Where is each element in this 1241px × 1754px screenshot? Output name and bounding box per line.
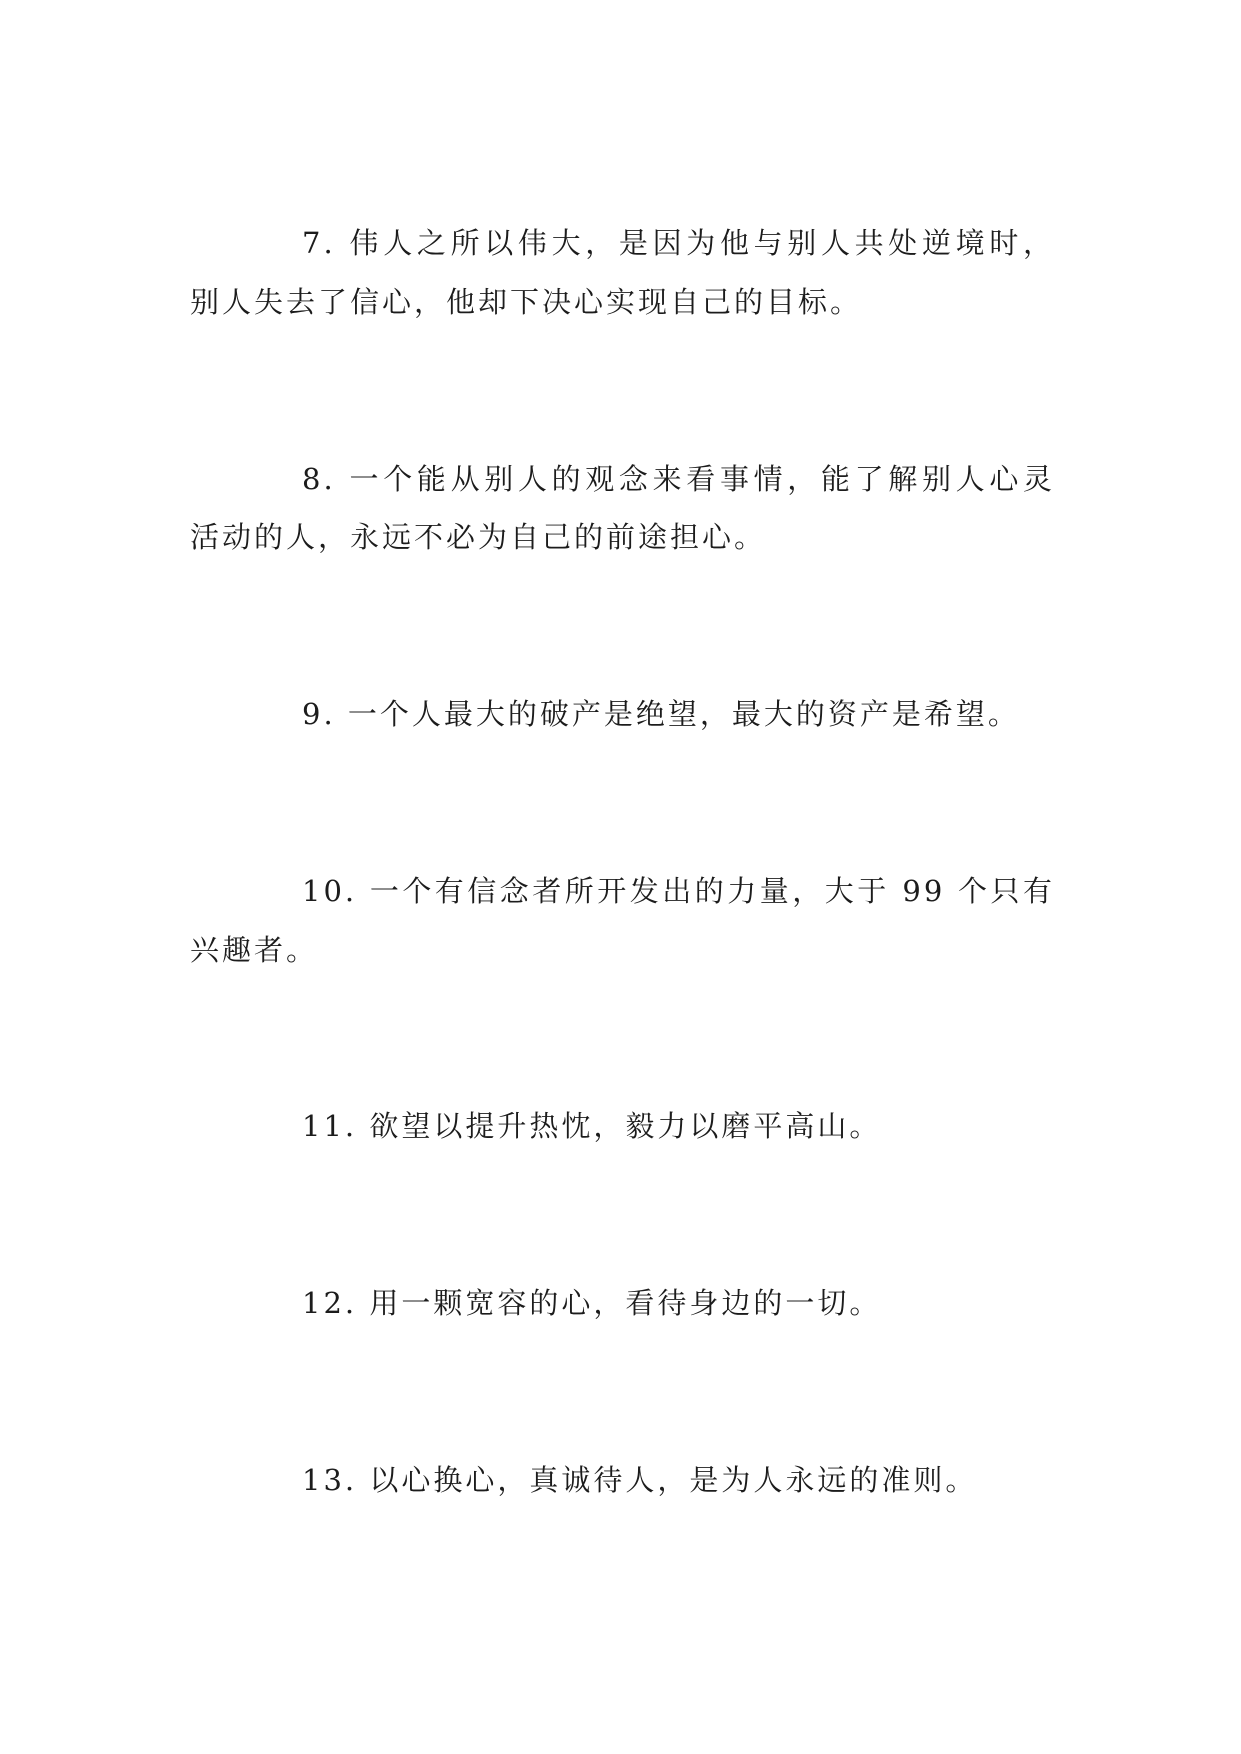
paragraph-line: 8. 一个能从别人的观念来看事情，能了解别人心灵 [302, 461, 1055, 496]
paragraph-line: 11. 欲望以提升热忱，毅力以磨平高山。 [302, 1109, 882, 1144]
paragraph-11 [190, 1097, 1055, 1156]
paragraph-7 [190, 214, 1055, 332]
paragraph-8 [190, 450, 1055, 568]
paragraph-line: 活动的人，永远不必为自己的前途担心。 [190, 520, 767, 555]
paragraph-line: 7. 伟人之所以伟大，是因为他与别人共处逆境时， [302, 226, 1055, 260]
paragraph-line: 9. 一个人最大的破产是绝望，最大的资产是希望。 [302, 697, 1020, 732]
paragraph-line: 13. 以心换心，真诚待人，是为人永远的准则。 [302, 1462, 978, 1497]
paragraph-line: 12. 用一颗宽容的心，看待身边的一切。 [302, 1286, 882, 1321]
paragraph-10 [190, 862, 1055, 980]
paragraph-12 [190, 1274, 1055, 1333]
paragraph-line: 兴趣者。 [190, 932, 319, 967]
paragraph-line: 10. 一个有信念者所开发出的力量，大于 99 个只有 [302, 873, 1055, 908]
paragraph-9 [190, 685, 1055, 744]
paragraph-13 [190, 1451, 1055, 1510]
paragraph-line: 别人失去了信心，他却下决心实现自己的目标。 [190, 284, 863, 319]
